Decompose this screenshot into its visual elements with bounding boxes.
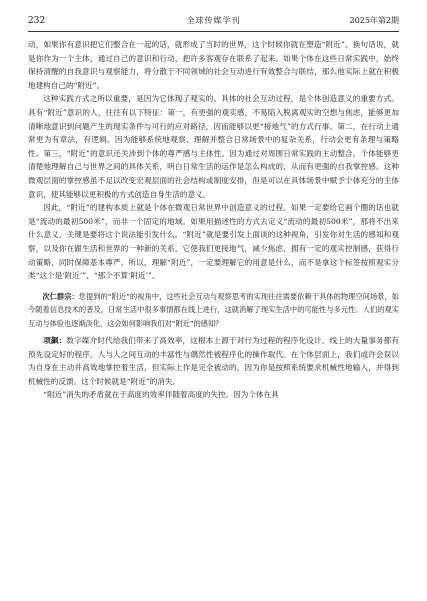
running-header (28, 14, 399, 28)
body-paragraph: 这种实践方式之所以重要，是因为它体现了观实的、具体的社会互动过程，是个体创造意义的重要方式。具有“附近”意识的人，往往有以下特征：第一，有更强的观实感，不易陷入脱离观实的空想与焦虑，能够更加清晰地意识到问题产生的现实条件与可行的应对路径，因而能够以更“接地气”的方式行事。第二，在行动上通常更为有章法，有逻辑。因为能够系统地观察、理解并整合日常场景中的复杂关系，行动会更有条理与策略性。第三，“附近”的意识还关涉到个体的尊严感与主体性。因为通过对周围日常实践的主动整合，个体能够更清楚地理解自己与世界之间的具体关系，明白日常生活的运作是怎么构成的，从而有更强的自我掌控感。这种微观层面的掌控感虽不足以改变宏观层面的社会结构或制度安排，但是可以在具体场景中赋予个体充分的主体意识，使其能够以更积极的方式创造自身生活的意义。 (28, 94, 399, 199)
question-text: 您提到的“附近”的视角中，这些社会互动与观察思考的实现往往需要依赖于具体的物理空间场景，如今随着信息技术的普及，日常生活中很多事情都在线上进行，这就消解了现实生活中的可能性与多元性。人们的观实互动与体验也逐渐淡化，这会如何影响我们对“附近”的感知？ (28, 291, 399, 328)
header-rule (28, 31, 399, 32)
answer-text: 数字媒介时代给我们带来了高效率，这根本上源于对行为过程的程序化设计。线上的大量事务都有预先设定好的程序，人与人之间互动的丰富性与偶然性被程序化的操作取代。在个体层面上，我们或许会误以为自身在主动并高效地掌控着生活，但实际上作是完全被动的，因为你是按照系统要求机械性地输入，并得到机械性的反馈。这个时候就是“附近”的消失。 (28, 335, 399, 386)
speaker-name: 次仁群宗： (42, 291, 79, 301)
journal-title: 全球传媒学刊 (186, 16, 241, 25)
body-paragraph: “附近”消失的矛盾就在于高度的效率伴随着高度的失控。因为个体在具 (43, 390, 279, 400)
article-body (28, 38, 399, 402)
body-paragraph: 因此，“附近”的建构本质上就是个体在微观日常世界中创造意义的过程。如果一定要给它画个圈的话也就是“流动的最初500米”，而非一个固定的地域。如果用描述性的方式去定义“流动的最初500米”，那将不出来什么意义，关键是要将这个说法能引发什么。“附近”就是要引发上面谈的这种视角，引发你对生活的感知和观察，以及你在跟生活和世界的一种新的关系，它使我们更接地气，减少焦虑，拥有一定的观实控制感，获得行动策略，同时保障基本尊严。所以，理解“附近”，一定要理解它的用意是什么，而不是拿这个标签按照观实分类“这个是‘附近’”、“那个不算‘附近’”。 (28, 203, 399, 281)
interview-answer (28, 334, 399, 388)
speaker-name: 项飙： (43, 335, 67, 345)
page-number: 232 (28, 16, 46, 26)
interview-question (28, 290, 399, 330)
body-paragraph: 动，如果你有意识把它们整合在一起的话，就形成了当时的世界，这个时候你就在塑造“附近”。换句话说，就是你作为一个主体，通过自己的意识和行动，把许多客观存在联系了起来。如果个体在这些日常实践中，始终保持清醒的自我意识与观察能力，将分散于不同领域的社会互动进行有效整合与联结，那么他实际上就在积极地建构自己的“附近”。 (28, 40, 399, 90)
issue-label: 2025年第2期 (349, 16, 399, 25)
